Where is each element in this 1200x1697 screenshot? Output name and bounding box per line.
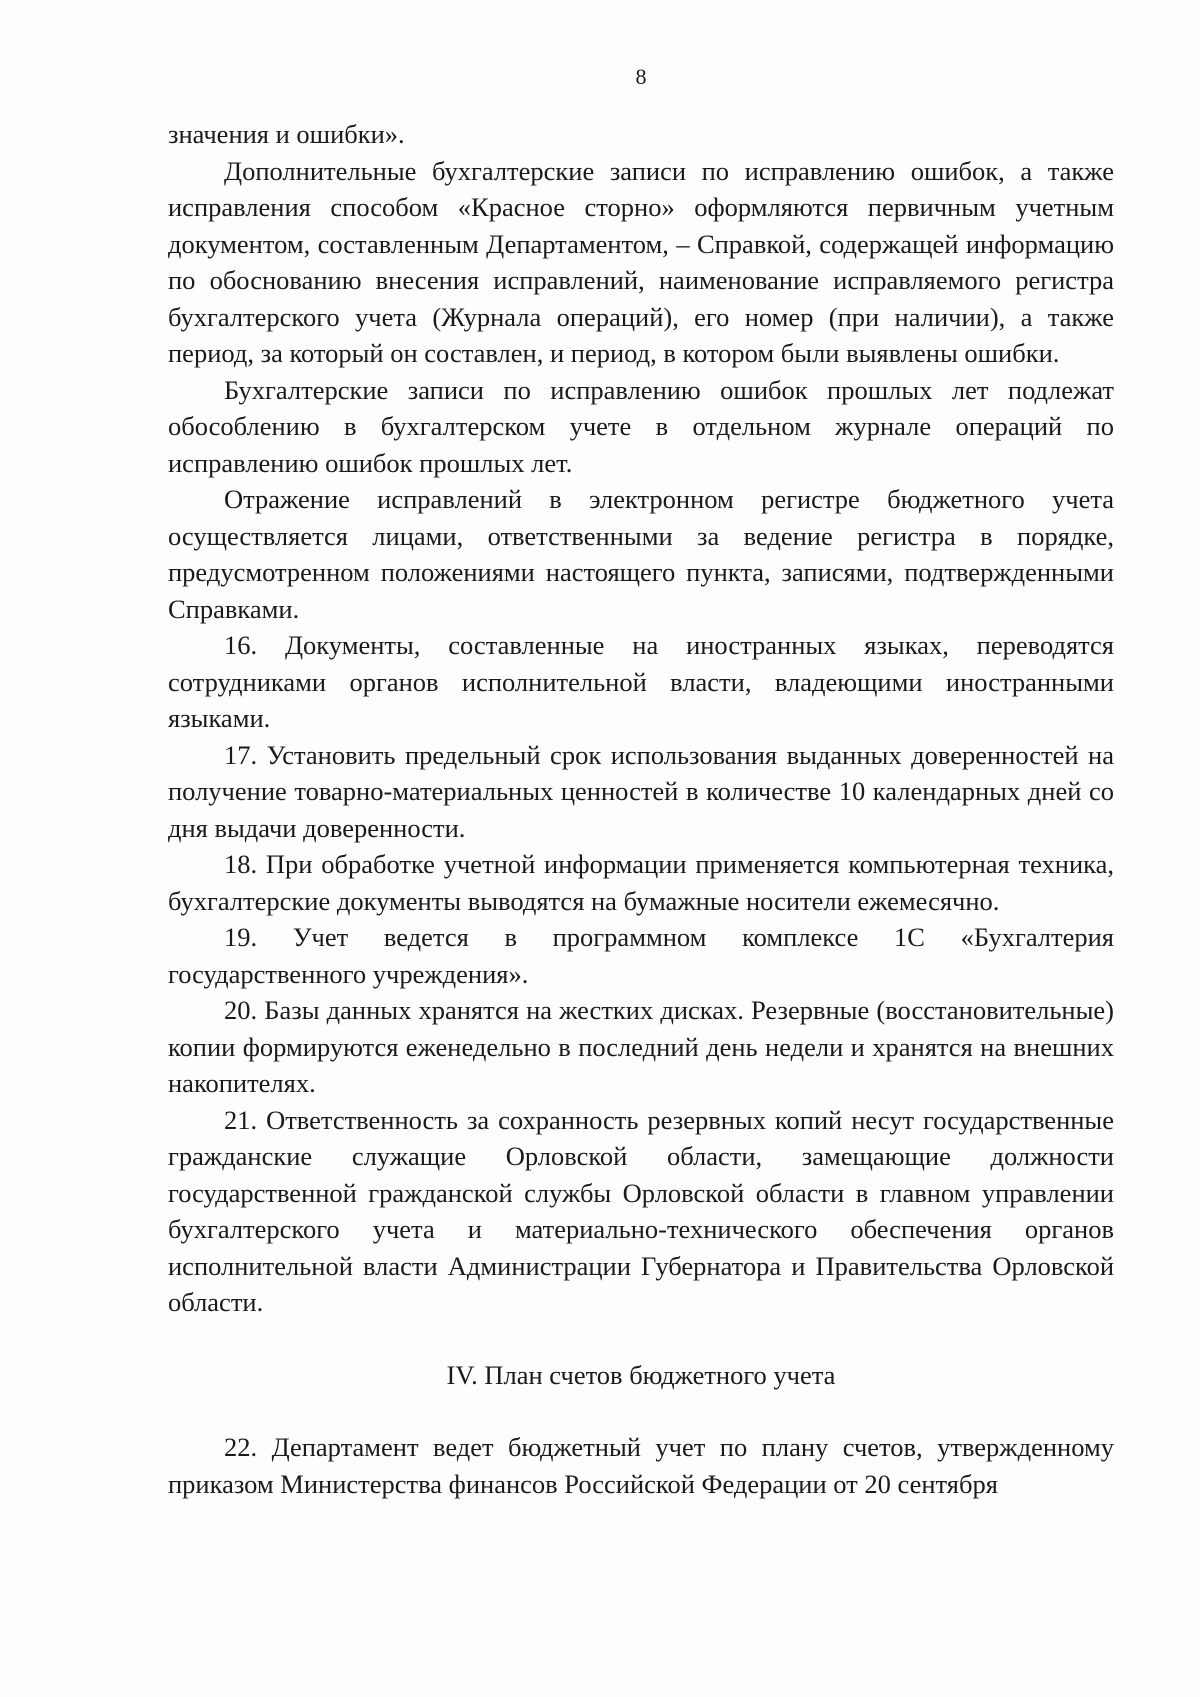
document-body — [168, 116, 1114, 1502]
paragraph-item-21: 21. Ответственность за сохранность резервных копий несут государственные гражданские служащие Орловской области, замещающие должности государственной гражданской службы Орловской области в главном управлении бухгалтерского учета и материально-технического обеспечения органов исполнительной власти Администрации Губернатора и Правительства Орловской области. — [168, 1104, 1114, 1317]
paragraph: Отражение исправлений в электронном регистре бюджетного учета осуществляется лицами, ответственными за ведение регистра в порядке, предусмотренном положениями настоящего пункта, записями, подтвержденными Справками. — [168, 484, 1114, 624]
paragraph-item-16: 16. Документы, составленные на иностранных языках, переводятся сотрудниками органов исполнительной власти, владеющими иностранными языками. — [168, 630, 1114, 733]
paragraph: Дополнительные бухгалтерские записи по исправлению ошибок, а также исправления способом «Красное сторно» оформляются первичным учетным документом, составленным Департаментом, – Справкой, содержащей информацию по обоснованию внесения исправлений, наименование исправляемого регистра бухгалтерского учета (Журнала операций), его номер (при наличии), а также период, за который он составлен, и период, в котором были выявлены ошибки. — [168, 155, 1114, 368]
paragraph-item-19: 19. Учет ведется в программном комплексе 1С «Бухгалтерия государственного учреждения». — [168, 922, 1114, 989]
paragraph-item-20: 20. Базы данных хранятся на жестких дисках. Резервные (восстановительные) копии формируются еженедельно в последний день недели и хранятся на внешних накопителях. — [168, 995, 1114, 1098]
paragraph: значения и ошибки». — [168, 119, 405, 149]
paragraph-item-18: 18. При обработке учетной информации применяется компьютерная техника, бухгалтерские документы выводятся на бумажные носители ежемесячно. — [168, 849, 1114, 916]
paragraph-item-22: 22. Департамент ведет бюджетный учет по плану счетов, утвержденному приказом Министерства финансов Российской Федерации от 20 сентября — [168, 1432, 1114, 1499]
paragraph-item-17: 17. Установить предельный срок использования выданных доверенностей на получение товарно-материальных ценностей в количестве 10 календарных дней со дня выдачи доверенности. — [168, 739, 1114, 843]
page-number: 8 — [635, 64, 647, 89]
section-heading: IV. План счетов бюджетного учета — [446, 1359, 836, 1390]
paragraph: Бухгалтерские записи по исправлению ошибок прошлых лет подлежат обособлению в бухгалтерском учете в отдельном журнале операций по исправлению ошибок прошлых лет. — [168, 374, 1114, 478]
